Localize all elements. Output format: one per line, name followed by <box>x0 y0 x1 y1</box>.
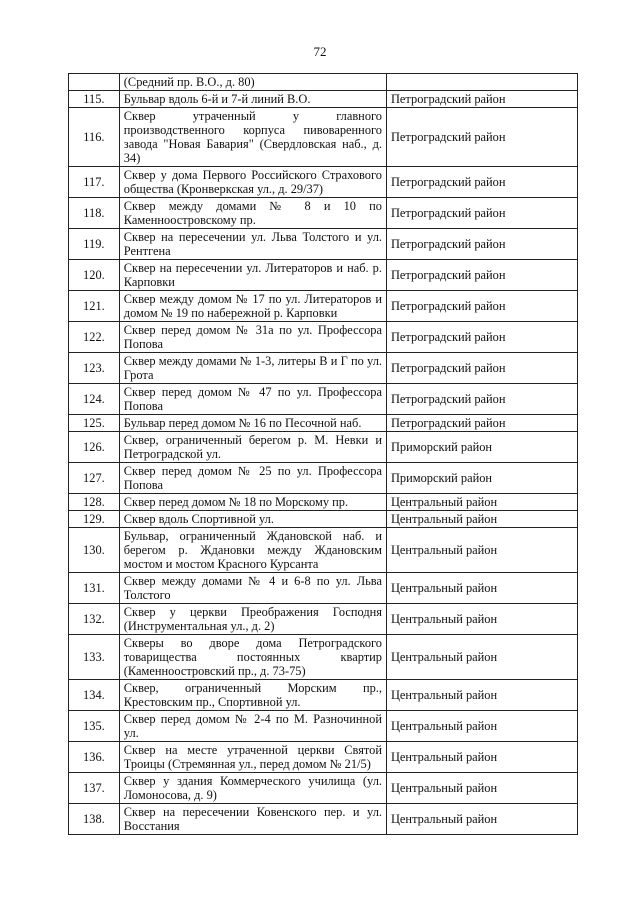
object-name: Скверы во дворе дома Петроградского товарищества постоянных квартир (Каменноостровский пр., д. 73-75) <box>119 635 386 680</box>
district-name: Приморский район <box>386 432 577 463</box>
table-row <box>69 91 578 108</box>
row-number: 134. <box>69 680 120 711</box>
table-body <box>69 74 578 835</box>
table-row <box>69 463 578 494</box>
table-row <box>69 432 578 463</box>
object-name: (Средний пр. В.О., д. 80) <box>119 74 386 91</box>
object-name: Сквер, ограниченный Морским пр., Крестовским пр., Спортивной ул. <box>119 680 386 711</box>
object-name: Сквер перед домом № 2-4 по М. Разночинной ул. <box>119 711 386 742</box>
row-number: 118. <box>69 198 120 229</box>
district-name: Центральный район <box>386 711 577 742</box>
district-name: Петроградский район <box>386 322 577 353</box>
row-number: 123. <box>69 353 120 384</box>
object-name: Бульвар, ограниченный Ждановской наб. и берегом р. Ждановки между Ждановским мостом и мостом Красного Курсанта <box>119 528 386 573</box>
table-row <box>69 773 578 804</box>
object-name: Бульвар перед домом № 16 по Песочной наб. <box>119 415 386 432</box>
table-row <box>69 260 578 291</box>
objects-table <box>68 73 578 835</box>
district-name: Петроградский район <box>386 384 577 415</box>
table-row <box>69 635 578 680</box>
row-number: 133. <box>69 635 120 680</box>
table-row <box>69 511 578 528</box>
object-name: Сквер у здания Коммерческого училища (ул. Ломоносова, д. 9) <box>119 773 386 804</box>
table-row <box>69 804 578 835</box>
district-name: Центральный район <box>386 773 577 804</box>
row-number: 130. <box>69 528 120 573</box>
table-row <box>69 353 578 384</box>
row-number: 131. <box>69 573 120 604</box>
object-name: Сквер на месте утраченной церкви Святой Троицы (Стремянная ул., перед домом № 21/5) <box>119 742 386 773</box>
table-row <box>69 528 578 573</box>
district-name: Центральный район <box>386 528 577 573</box>
object-name: Сквер между домом № 17 по ул. Литераторов и домом № 19 по набережной р. Карповки <box>119 291 386 322</box>
district-name: Петроградский район <box>386 415 577 432</box>
table-row <box>69 680 578 711</box>
row-number: 117. <box>69 167 120 198</box>
table-row <box>69 108 578 167</box>
district-name: Петроградский район <box>386 229 577 260</box>
row-number: 136. <box>69 742 120 773</box>
district-name: Центральный район <box>386 680 577 711</box>
row-number: 127. <box>69 463 120 494</box>
object-name: Сквер перед домом № 18 по Морскому пр. <box>119 494 386 511</box>
object-name: Сквер, ограниченный берегом р. М. Невки и Петроградской ул. <box>119 432 386 463</box>
object-name: Сквер у церкви Преображения Господня (Инструментальная ул., д. 2) <box>119 604 386 635</box>
row-number: 135. <box>69 711 120 742</box>
row-number: 132. <box>69 604 120 635</box>
object-name: Сквер между домами № 1-3, литеры В и Г по ул. Грота <box>119 353 386 384</box>
district-name: Петроградский район <box>386 198 577 229</box>
object-name: Сквер перед домом № 25 по ул. Профессора Попова <box>119 463 386 494</box>
table-row <box>69 494 578 511</box>
object-name: Сквер вдоль Спортивной ул. <box>119 511 386 528</box>
table-row <box>69 198 578 229</box>
table-row <box>69 229 578 260</box>
district-name: Петроградский район <box>386 91 577 108</box>
district-name: Центральный район <box>386 494 577 511</box>
district-name: Центральный район <box>386 511 577 528</box>
table-row <box>69 322 578 353</box>
table-row <box>69 604 578 635</box>
row-number: 126. <box>69 432 120 463</box>
object-name: Сквер перед домом № 47 по ул. Профессора Попова <box>119 384 386 415</box>
district-name: Центральный район <box>386 604 577 635</box>
district-name: Петроградский район <box>386 353 577 384</box>
object-name: Сквер между домами № 4 и 6-8 по ул. Льва Толстого <box>119 573 386 604</box>
table-row <box>69 415 578 432</box>
row-number: 128. <box>69 494 120 511</box>
district-name: Петроградский район <box>386 108 577 167</box>
row-number: 115. <box>69 91 120 108</box>
table-row <box>69 167 578 198</box>
district-name: Петроградский район <box>386 291 577 322</box>
district-name: Петроградский район <box>386 260 577 291</box>
object-name: Сквер на пересечении Ковенского пер. и ул. Восстания <box>119 804 386 835</box>
row-number: 138. <box>69 804 120 835</box>
district-name: Петроградский район <box>386 167 577 198</box>
object-name: Сквер на пересечении ул. Литераторов и наб. р. Карповки <box>119 260 386 291</box>
row-number: 121. <box>69 291 120 322</box>
row-number: 120. <box>69 260 120 291</box>
object-name: Сквер утраченный у главного производственного корпуса пивоваренного завода "Новая Бавария" (Свердловская наб., д. 34) <box>119 108 386 167</box>
row-number: 129. <box>69 511 120 528</box>
row-number: 122. <box>69 322 120 353</box>
object-name: Сквер у дома Первого Российского Страхового общества (Кронверкская ул., д. 29/37) <box>119 167 386 198</box>
district-name: Центральный район <box>386 742 577 773</box>
object-name: Сквер перед домом № 31а по ул. Профессора Попова <box>119 322 386 353</box>
table-row <box>69 742 578 773</box>
object-name: Бульвар вдоль 6-й и 7-й линий В.О. <box>119 91 386 108</box>
district-name: Приморский район <box>386 463 577 494</box>
object-name: Сквер между домами № 8 и 10 по Каменноостровскому пр. <box>119 198 386 229</box>
row-number: 137. <box>69 773 120 804</box>
district-name: Центральный район <box>386 804 577 835</box>
district-name: Центральный район <box>386 573 577 604</box>
page-number: 72 <box>313 44 327 59</box>
row-number: 124. <box>69 384 120 415</box>
row-number <box>69 74 120 91</box>
row-number: 119. <box>69 229 120 260</box>
district-name: Центральный район <box>386 635 577 680</box>
table-row <box>69 384 578 415</box>
district-name <box>386 74 577 91</box>
row-number: 125. <box>69 415 120 432</box>
object-name: Сквер на пересечении ул. Льва Толстого и ул. Рентгена <box>119 229 386 260</box>
row-number: 116. <box>69 108 120 167</box>
table-row <box>69 74 578 91</box>
table-row <box>69 711 578 742</box>
table-row <box>69 573 578 604</box>
table-row <box>69 291 578 322</box>
